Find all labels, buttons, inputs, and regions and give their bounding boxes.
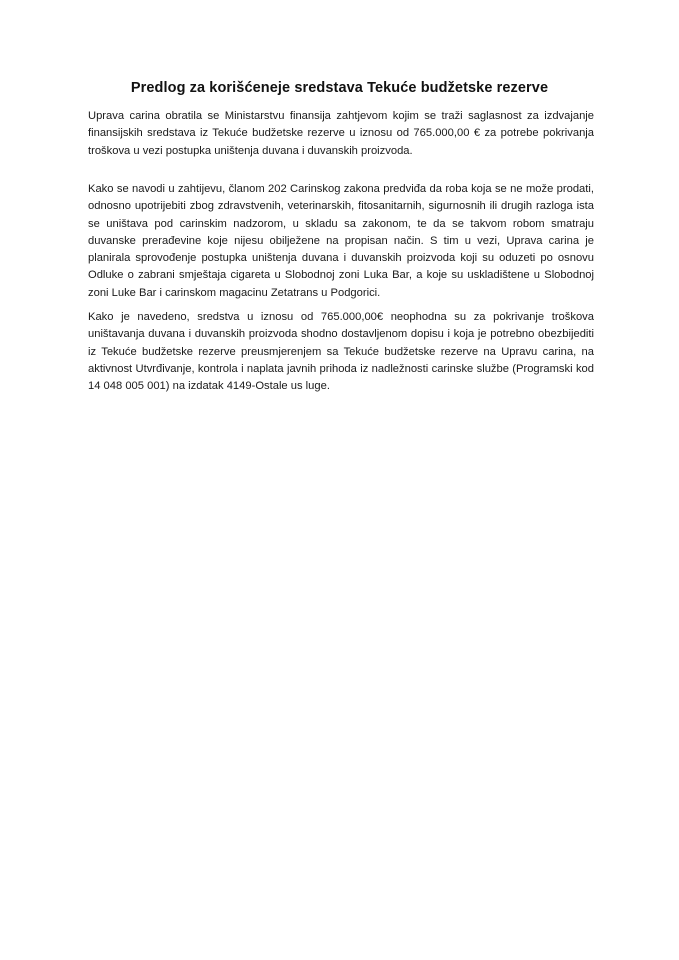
paragraph-request: Uprava carina obratila se Ministarstvu finansija zahtjevom kojim se traži saglasnost za izdvajanje finansijskih sredstava iz Tekuće budžetske rezerve u iznosu od 765.000,00 € za potrebe pokrivanja troškova u vezi postupka uništenja duvana i duvanskih proizvoda.: [88, 110, 594, 157]
paragraph-legal-basis: Kako se navodi u zahtijevu, članom 202 Carinskog zakona predviđa da roba koja se ne može prodati, odnosno upotrijebiti zbog zdravstvenih, veterinarskih, fitosanitarnih, sigurnosnih ili drugih razloga ista se uništava pod carinskim nadzorom, u skladu sa zakonom, te da se takvom robom smatraju duvanske prerađevine koje nijesu obilježene na propisan način. S tim u vezi, Uprava carina je planirala sprovođenje postupka uništenja duvana i duvanskih proizvoda koji su oduzeti po osnovu Odluke o zabrani smještaja cigareta u Slobodnoj zoni Luka Bar, a koje su uskladištene u Slobodnoj zoni Luke Bar i carinskom magacinu Zetatrans u Podgorici.: [88, 183, 594, 299]
document-title: Predlog za korišćeneje sredstava Tekuće budžetske rezerve: [130, 80, 549, 96]
paragraph-funding: Kako je navedeno, sredstva u iznosu od 765.000,00€ neophodna su za pokrivanje troškova uništavanja duvana i duvanskih proizvoda shodno dostavljenom dopisu i koja je potrebno obezbijediti iz Tekuće budžetske rezerve preusmjerenjem sa Tekuće budžetske rezerve na Upravu carina, na aktivnost Utvrđivanje, kontrola i naplata javnih prihoda iz nadležnosti carinske službe (Programski kod 14 048 005 001) na izdatak 4149-Ostale us luge.: [88, 311, 594, 393]
